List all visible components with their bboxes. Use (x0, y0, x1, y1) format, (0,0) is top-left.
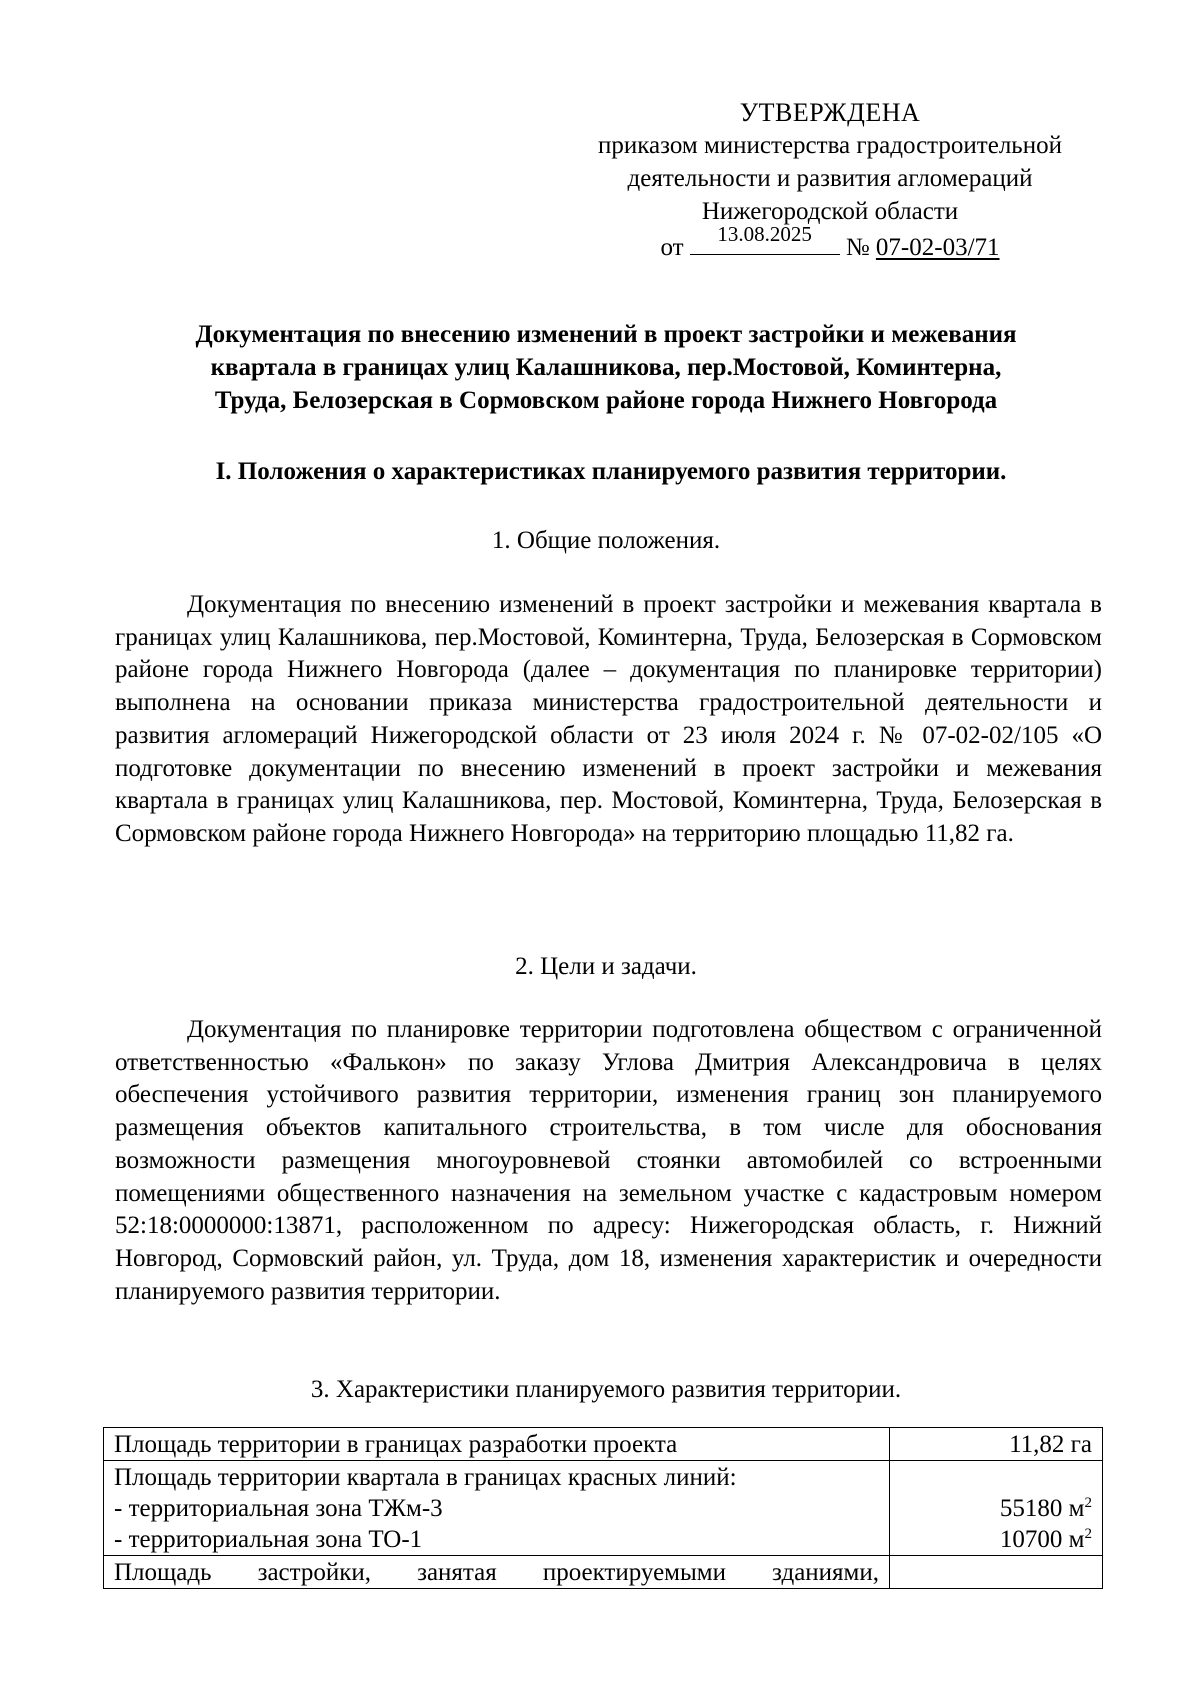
document-title (110, 318, 1102, 417)
document-title-line-3: Труда, Белозерская в Сормовском районе города Нижнего Новгорода (214, 387, 998, 414)
order-number: 07-02-03/71 (875, 234, 1000, 261)
table-cell-value (890, 1556, 1103, 1589)
table-cell-value (890, 1461, 1103, 1556)
table-cell-label: Площадь застройки, занятая проектируемыми зданиями, (104, 1556, 890, 1589)
date-prefix: от (660, 234, 684, 261)
characteristics-table (103, 1427, 1103, 1589)
goals-paragraph: Документация по планировке территории подготовлена обществом с ограниченной ответственностью «Фалькон» по заказу Углова Дмитрия Александровича в целях обеспечения устойчивого развития территории, изменения границ зон планируемого размещения объектов капитального строительства, в том числе для обоснования возможности размещения многоуровневой стоянки автомобилей со встроенными помещениями общественного назначения на земельном участке с кадастровым номером 52:18:0000000:13871, расположенном по адресу: Нижегородская область, г. Нижний Новгород, Сормовский район, ул. Труда, дом 18, изменения характеристик и очередности планируемого развития территории. (115, 1016, 1102, 1305)
sub-row-label: - территориальная зона ТЖм-3 (114, 1495, 443, 1522)
general-heading: 1. Общие положения. (491, 527, 721, 554)
general-paragraph: Документация по внесению изменений в проект застройки и межевания квартала в границах улиц Калашникова, пер.Мостовой, Коминтерна, Труда, Белозерская в Сормовском районе города Нижнего Новгорода (далее – документация по планировке территории) выполнена на основании приказа министерства градостроительной деятельности и развития агломераций Нижегородской области от 23 июля 2024 г. № 07-02-02/105 «О подготовке документации по внесению изменений в проект застройки и межевания квартала в границах улиц Калашникова, пер. Мостовой, Коминтерна, Труда, Белозерская в Сормовском районе города Нижнего Новгорода» на территорию площадью 11,82 га. (115, 591, 1102, 847)
order-date: 13.08.2025 (717, 222, 812, 246)
section-title: I. Положения о характеристиках планируемого развития территории. (215, 458, 1007, 485)
approval-line-3: Нижегородской области (701, 198, 959, 225)
row-label: Площадь территории квартала в границах красных линий: (114, 1464, 737, 1491)
table-cell-value: 11,82 га (890, 1428, 1103, 1461)
table-cell-label: Площадь территории в границах разработки проекта (104, 1428, 890, 1461)
approval-line-1: приказом министерства градостроительной (598, 132, 1062, 159)
sub-row-value: 10700 $м^2$ (999, 1526, 1092, 1553)
table-cell-label (104, 1461, 890, 1556)
number-prefix: № (845, 234, 870, 261)
approval-block (560, 96, 1100, 264)
table-row (104, 1428, 1103, 1461)
unit-superscript: 2 (1084, 1495, 1092, 1511)
sub-row-label: - территориальная зона ТО-1 (114, 1526, 423, 1553)
order-date-field (690, 222, 840, 255)
approval-line-2: деятельности и развития агломераций (627, 165, 1033, 192)
sub-row-value: 55180 $м^2$ (999, 1495, 1092, 1522)
goals-heading: 2. Цели и задачи. (515, 953, 697, 980)
document-title-line-2: квартала в границах улиц Калашникова, пер.Мостовой, Коминтерна, (210, 354, 1002, 381)
table-row (104, 1556, 1103, 1589)
approval-title: УТВЕРЖДЕНА (739, 98, 921, 127)
order-line (560, 222, 1100, 264)
unit-superscript: 2 (1084, 1526, 1092, 1542)
characteristics-heading: 3. Характеристики планируемого развития территории. (310, 1376, 902, 1403)
table-row (104, 1461, 1103, 1556)
document-title-line-1: Документация по внесению изменений в проект застройки и межевания (195, 321, 1017, 348)
